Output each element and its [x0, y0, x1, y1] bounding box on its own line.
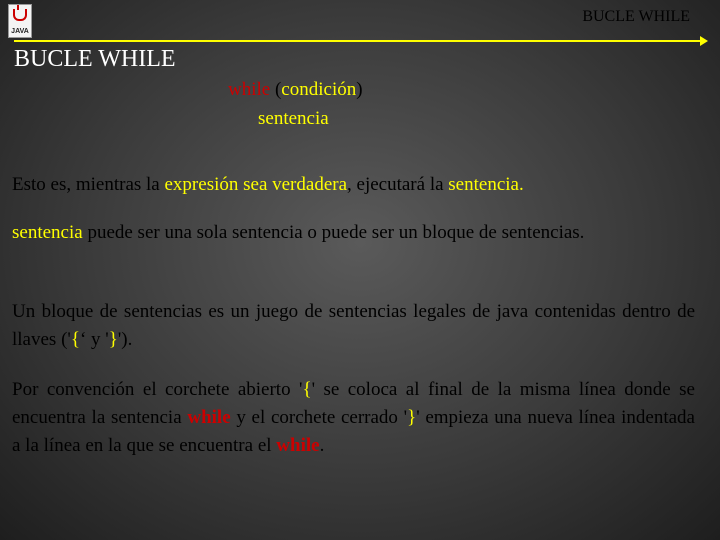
slide-title: BUCLE WHILE — [14, 46, 176, 72]
paragraph-2 — [12, 219, 695, 247]
header-title: BUCLE WHILE — [582, 8, 690, 25]
arrow-head-icon — [700, 36, 708, 46]
p2-highlight-sentencia: sentencia — [12, 222, 83, 243]
paragraph-1 — [12, 171, 695, 199]
code-condition: condición — [281, 79, 357, 100]
p4-text-a: Por convención el corchete abierto ' — [12, 379, 303, 400]
p3-text-a: Un bloque de sentencias es un juego de sentencias legales de java contenidas dentro de llaves (' — [12, 301, 695, 350]
java-logo — [8, 4, 32, 38]
header-divider-line — [14, 40, 702, 42]
p1-period: . — [518, 174, 524, 195]
p4-text-e: y el corchete cerrado ' — [230, 407, 408, 428]
p3-text-c: ‘ y ' — [79, 329, 109, 350]
logo-text: JAVA — [11, 28, 29, 35]
p1-text-a: Esto es, mientras la — [12, 174, 165, 195]
p2-text-b: puede ser una sola sentencia o puede ser un bloque de sentencias. — [82, 222, 585, 243]
p1-highlight-expression: expresión sea verdadera — [164, 174, 348, 195]
p1-highlight-sentencia: sentencia — [448, 174, 519, 195]
p3-text-e: '). — [117, 329, 133, 350]
p4-open-brace: { — [302, 379, 312, 400]
code-line-while — [228, 79, 363, 101]
p1-text-c: , ejecutará la — [347, 174, 449, 195]
p4-text-c: ' se coloca al final de la misma línea donde se encuentra la sentencia — [12, 379, 695, 428]
p3-close-brace: } — [108, 329, 118, 350]
p3-open-brace: { — [70, 329, 80, 350]
paragraph-3 — [12, 298, 695, 354]
code-paren-close: ) — [356, 79, 363, 100]
paragraph-4 — [12, 376, 695, 460]
p4-text-i: . — [319, 435, 325, 456]
p4-text-g: ' empieza una nueva línea indentada a la línea en la que se encuentra el — [12, 407, 695, 456]
p4-close-brace: } — [407, 407, 417, 428]
code-line-statement: sentencia — [258, 108, 329, 129]
code-keyword-while: while — [228, 79, 271, 100]
code-paren-open: ( — [270, 79, 282, 100]
coffee-cup-icon — [13, 9, 27, 21]
p4-keyword-while-1: while — [187, 407, 231, 428]
p4-keyword-while-2: while — [276, 435, 320, 456]
